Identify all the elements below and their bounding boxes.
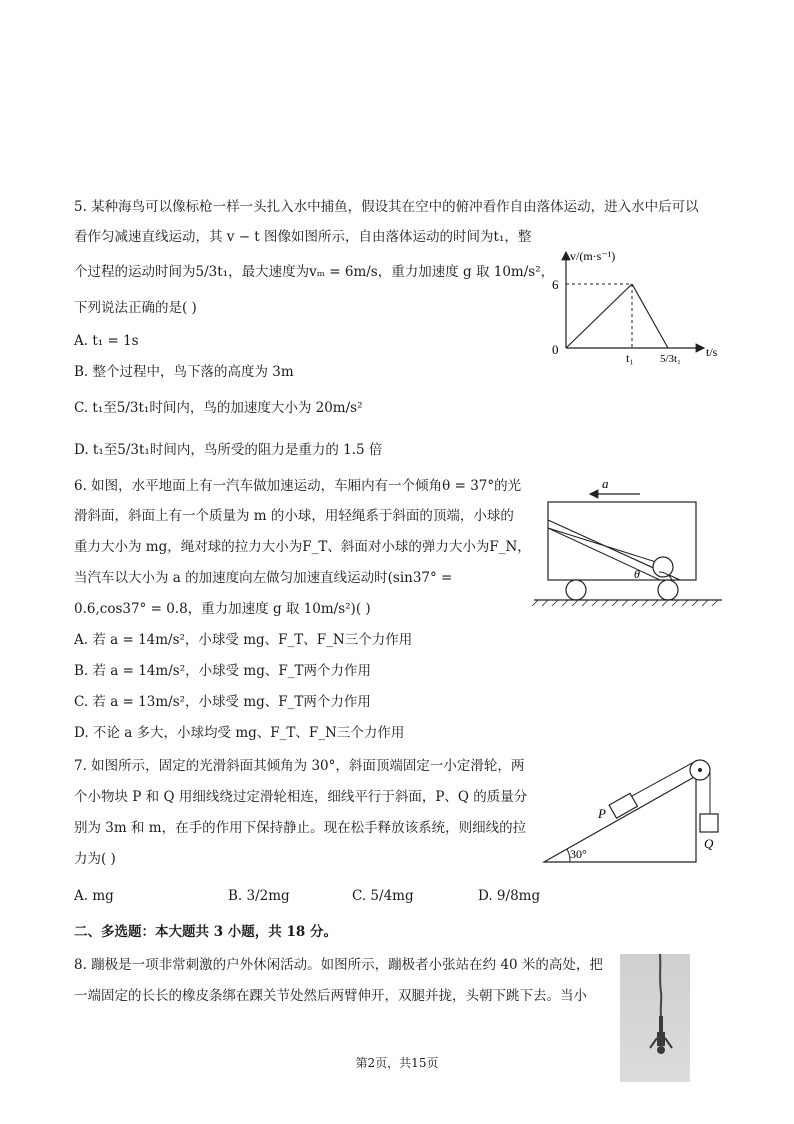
q6-line-5: 0.6,cos37° = 0.8，重力加速度 g 取 10m/s²)( ) — [74, 601, 371, 617]
q7-label-p: P — [598, 806, 606, 821]
q6-option-a: A. 若 a = 14m/s²，小球受 mg、F_T、F_N三个力作用 — [74, 632, 413, 648]
q5-option-c: C. t₁至5/3t₁时间内，鸟的加速度大小为 20m/s² — [74, 400, 363, 416]
q7-option-b: B. 3/2mg — [228, 888, 290, 904]
q5-y-tick: 6 — [552, 277, 559, 292]
q5-line-down — [632, 284, 668, 348]
q8-bungee-cord — [660, 954, 661, 1016]
q5-line-up — [566, 284, 632, 348]
q7-angle-label: 30° — [570, 847, 587, 861]
q6-angle-label: θ — [634, 567, 640, 581]
page-footer: 第2页，共15页 — [355, 1056, 439, 1070]
q6-option-d: D. 不论 a 多大，小球均受 mg、F_T、F_N三个力作用 — [74, 725, 405, 741]
q6-wheel-left — [566, 580, 586, 600]
q7-string-incline — [632, 762, 694, 796]
q6-ball — [653, 557, 673, 577]
q5-vt-graph — [540, 244, 740, 374]
q6-option-c: C. 若 a = 13m/s²，小球受 mg、F_T两个力作用 — [74, 694, 371, 710]
q5-line-1: 5. 某种海鸟可以像标枪一样一头扎入水中捕鱼，假设其在空中的俯冲看作自由落体运动，进入水中后可以 — [74, 199, 699, 215]
q6-line-2: 滑斜面，斜面上有一个质量为 m 的小球，用轻绳系于斜面的顶端，小球的 — [74, 508, 514, 524]
q8-line-1: 8. 蹦极是一项非常刺激的户外休闲活动。如图所示，蹦极者小张站在约 40 米的高处，把 — [74, 957, 603, 973]
q6-wheel-right — [658, 580, 678, 600]
q5-option-d: D. t₁至5/3t₁时间内，鸟所受的阻力是重力的 1.5 倍 — [74, 442, 383, 458]
q7-line-4: 力为( ) — [74, 851, 116, 867]
q6-ground-hatch — [532, 600, 718, 606]
q6-accel-label: a — [602, 476, 609, 491]
q7-block-p — [609, 793, 637, 818]
q5-line-2: 看作匀减速直线运动，其 v − t 图像如图所示，自由落体运动的时间为t₁，整 — [74, 229, 532, 245]
q5-line-3: 个过程的运动时间为5/3t₁，最大速度为vₘ = 6m/s，重力加速度 g 取 10m/s²， — [74, 264, 555, 280]
q7-incline — [544, 776, 696, 862]
q6-option-b: B. 若 a = 14m/s²，小球受 mg、F_T两个力作用 — [74, 663, 371, 679]
q6-line-1: 6. 如图，水平地面上有一汽车做加速运动，车厢内有一个倾角θ = 37°的光 — [74, 478, 522, 494]
q5-line-4: 下列说法正确的是( ) — [74, 300, 197, 316]
section-heading-multiple-choice: 二、多选题：本大题共 3 小题，共 18 分。 — [74, 924, 337, 940]
q7-incline-figure — [536, 748, 732, 872]
q5-x-label: t/s — [706, 345, 718, 359]
q8-line-2: 一端固定的长长的橡皮条绑在踝关节处然后两臂伸开，双腿并拢，头朝下跳下去。当小 — [74, 988, 587, 1004]
q7-label-q: Q — [704, 836, 714, 851]
q7-line-3: 别为 3m 和 m，在手的作用下保持静止。现在松手释放该系统，则细线的拉 — [74, 820, 527, 836]
q7-line-1: 7. 如图所示，固定的光滑斜面其倾角为 30°，斜面顶端固定一小定滑轮，两 — [74, 758, 525, 774]
q7-line-2: 个小物块 P 和 Q 用细线绕过定滑轮相连，细线平行于斜面，P、Q 的质量分 — [74, 789, 528, 805]
q6-car-body — [548, 502, 696, 580]
q7-option-d: D. 9/8mg — [478, 888, 541, 904]
q6-line-3: 重力大小为 mg，绳对球的拉力大小为F_T、斜面对小球的弹力大小为F_N， — [74, 539, 531, 555]
q6-line-4: 当汽车以大小为 a 的加速度向左做匀加速直线运动时(sin37° = — [74, 570, 453, 586]
q7-option-a: A. mg — [74, 888, 114, 904]
q7-block-q — [700, 814, 718, 832]
q5-option-b: B. 整个过程中，鸟下落的高度为 3m — [74, 364, 294, 380]
q6-car-figure — [530, 472, 730, 612]
q5-option-a: A. t₁ = 1s — [74, 333, 139, 349]
q5-x-tick2: 5/3t₁ — [660, 353, 681, 365]
q5-x-tick1: t₁ — [626, 351, 634, 365]
q6-rope — [548, 528, 656, 562]
q7-option-c: C. 5/4mg — [352, 888, 414, 904]
q6-incline-bottom — [548, 528, 660, 580]
q5-y-label: v/(m·s⁻¹) — [570, 249, 616, 263]
q5-origin: 0 — [552, 342, 559, 357]
